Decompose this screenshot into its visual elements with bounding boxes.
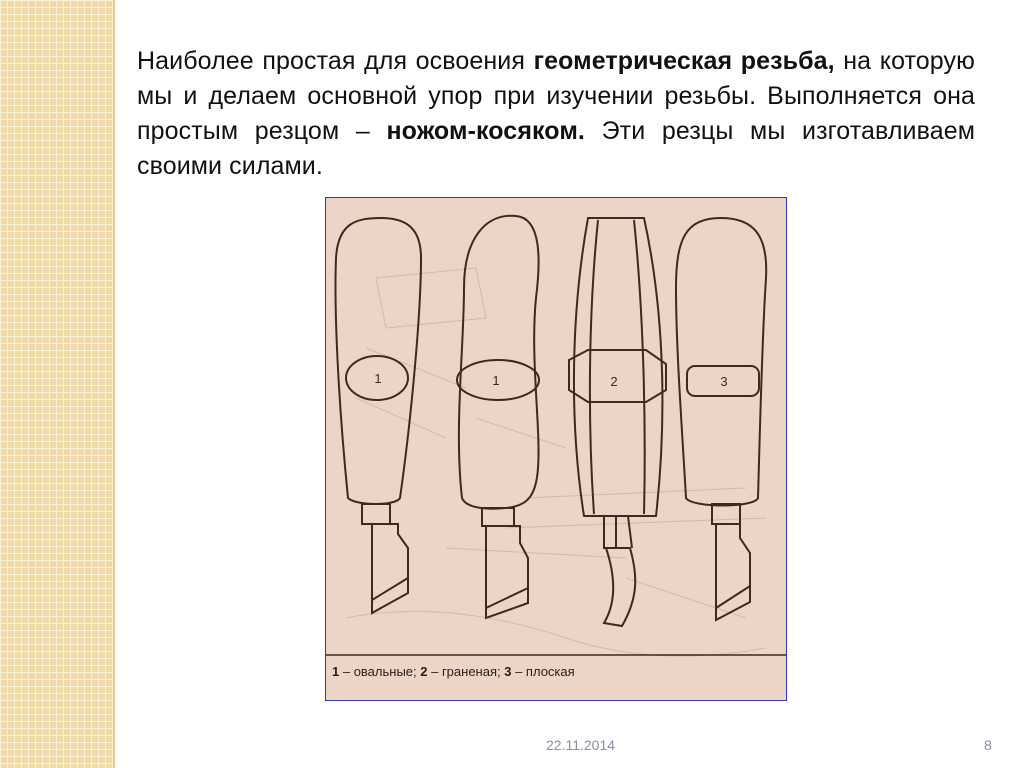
page-number: 8: [984, 737, 992, 753]
footer-date: 22.11.2014: [546, 737, 616, 753]
knives-figure: [325, 197, 787, 701]
text-part-bold-knife: ножом-косяком.: [386, 117, 585, 145]
caption-num-2: 2: [420, 664, 428, 679]
caption-text-3: – плоская: [511, 664, 575, 679]
decorative-side-strip: [0, 0, 113, 768]
knives-drawing: [326, 198, 786, 700]
text-part-2: на которую мы и делаем основной упор при изучении резьбы. Выполняется она простым резцом –: [137, 47, 975, 145]
paper-background: [326, 198, 786, 700]
figure-caption: [332, 664, 575, 679]
side-strip-border: [113, 0, 115, 768]
caption-text-2: – граненая;: [427, 664, 505, 679]
knife-label-4: 3: [720, 374, 728, 389]
text-part-1: Наиболее простая для освоения: [137, 47, 534, 75]
text-part-3: Эти резцы мы изготавливаем своими силами.: [137, 117, 975, 180]
knife-label-2: 1: [492, 373, 500, 388]
text-part-bold-term: геометрическая резьба,: [533, 47, 835, 75]
caption-text-1: – овальные;: [339, 664, 421, 679]
caption-num-1: 1: [332, 664, 340, 679]
knife-label-1: 1: [374, 371, 382, 386]
knife-label-3: 2: [610, 374, 618, 389]
caption-num-3: 3: [504, 664, 512, 679]
slide-body-text: [137, 44, 975, 184]
